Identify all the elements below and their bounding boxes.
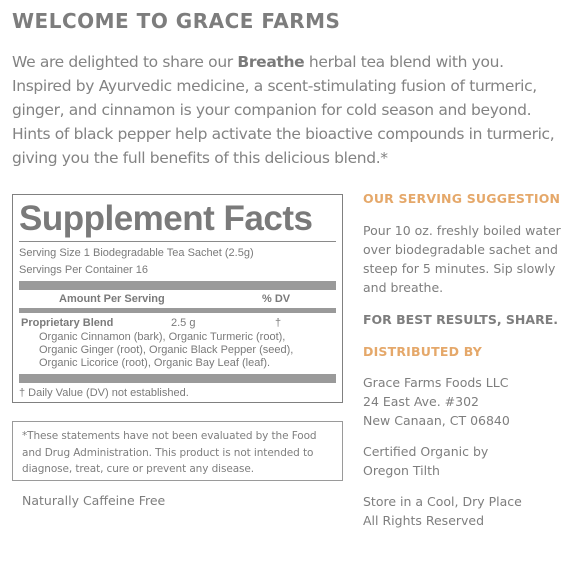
dv-footnote: † Daily Value (DV) not established.: [19, 387, 189, 399]
storage-instruction: Store in a Cool, Dry Place: [363, 494, 522, 509]
fda-disclaimer: *These statements have not been evaluated by the Food and Drug Administration. This product is not intended to diagnose, treat, cure or prevent any disease.: [12, 421, 343, 481]
ingredients-list: [19, 331, 336, 370]
distributor-name: Grace Farms Foods LLC: [363, 375, 509, 390]
amount-header-row: [19, 290, 336, 308]
intro-text-start: We are delighted to share our: [12, 53, 238, 71]
divider-thick: [19, 374, 336, 383]
best-results-note: FOR BEST RESULTS, SHARE.: [363, 312, 558, 327]
distributed-by-heading: DISTRIBUTED BY: [363, 344, 482, 359]
proprietary-blend-row: [19, 315, 336, 331]
ingredient-line: Organic Cinnamon (bark), Organic Turmeric (root),: [39, 331, 286, 343]
divider-thick: [19, 281, 336, 290]
distributor-address: [363, 373, 568, 430]
certifier-name: Oregon Tilth: [363, 463, 440, 478]
blend-dv: †: [275, 317, 282, 329]
certification-line: Certified Organic by: [363, 444, 489, 459]
ingredient-line: Organic Ginger (root), Organic Black Pepper (seed),: [39, 344, 294, 356]
blend-amount: 2.5 g: [171, 317, 196, 329]
welcome-title: WELCOME TO GRACE FARMS: [12, 9, 341, 33]
dv-header: % DV: [262, 293, 291, 305]
servings-per-container: Servings Per Container 16: [19, 264, 149, 276]
serving-size: Serving Size 1 Biodegradable Tea Sachet (2.5g): [19, 247, 254, 259]
intro-paragraph: [12, 50, 564, 170]
ingredient-line: Organic Licorice (root), Organic Bay Leaf (leaf).: [39, 357, 271, 369]
supplement-facts-panel: [12, 194, 343, 403]
intro-text-end: herbal tea blend with you. Inspired by Ayurvedic medicine, a scent-stimulating fusion of turmeric, ginger, and cinnamon is your companion for cold season and beyond. Hints of black pepper help activate the bioactive compounds in turmeric, giving you the full benefits of this delicious blend.*: [12, 53, 555, 167]
rights-reserved: All Rights Reserved: [363, 513, 485, 528]
product-name: Breathe: [237, 53, 305, 71]
storage-note: [363, 492, 568, 530]
organic-certification: [363, 442, 568, 480]
blend-name: Proprietary Blend: [21, 317, 114, 329]
divider-medium: [19, 308, 336, 313]
serving-suggestion-text: Pour 10 oz. freshly boiled water over biodegradable sachet and steep for 5 minutes. Sip slowly and breathe.: [363, 223, 561, 295]
address-city: New Canaan, CT 06840: [363, 413, 510, 428]
caffeine-free-note: Naturally Caffeine Free: [22, 493, 166, 508]
address-street: 24 East Ave. #302: [363, 394, 480, 409]
divider: [19, 241, 336, 242]
supplement-facts-title: Supplement Facts: [19, 199, 313, 238]
amount-per-serving-label: Amount Per Serving: [59, 293, 165, 305]
right-column: [363, 190, 568, 530]
serving-suggestion-heading: OUR SERVING SUGGESTION: [363, 191, 561, 206]
